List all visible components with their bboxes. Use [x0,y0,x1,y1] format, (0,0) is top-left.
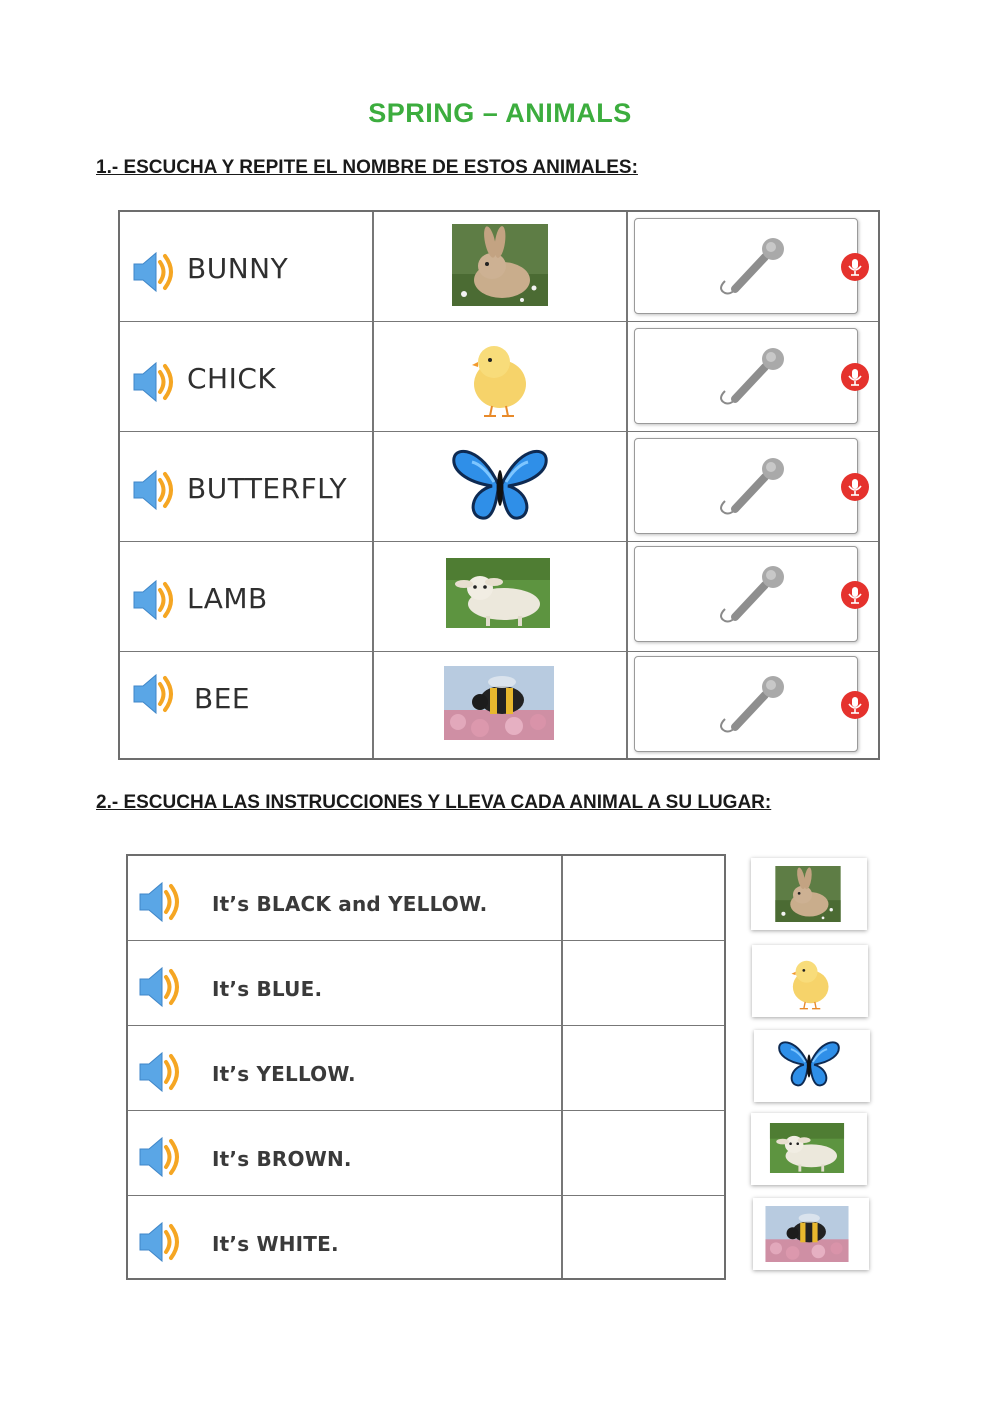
recording-box[interactable] [634,218,858,314]
chick-image [786,953,834,1011]
microphone-icon [713,455,793,519]
bee-image [444,666,554,740]
speaker-icon[interactable] [136,878,182,926]
recording-box[interactable] [634,328,858,424]
animal-word: LAMB [187,582,268,615]
animal-word: BUNNY [187,252,289,285]
clue-sentence: It’s BLUE. [212,977,323,1001]
drop-zone[interactable] [564,856,724,940]
bee-image [765,1206,849,1262]
butterfly-image [778,1040,840,1088]
microphone-icon [713,563,793,627]
table-row [128,1026,724,1111]
speaker-icon[interactable] [130,248,176,296]
record-button-icon[interactable] [840,472,870,502]
butterfly-image [452,448,548,522]
speaker-icon[interactable] [130,358,176,406]
speaker-icon[interactable] [130,576,176,624]
drop-zone[interactable] [564,1196,724,1278]
recording-box[interactable] [634,546,858,642]
lamb-card[interactable] [751,1113,867,1185]
butterfly-card[interactable] [754,1030,870,1102]
table-row [128,1111,724,1196]
drop-zone[interactable] [564,1111,724,1195]
record-button-icon[interactable] [840,690,870,720]
animal-word: CHICK [187,362,277,395]
section1-heading: 1.- ESCUCHA Y REPITE EL NOMBRE DE ESTOS ANIMALES: [96,157,638,178]
table-row [120,432,878,542]
speaker-icon[interactable] [130,670,176,718]
table-row [120,542,878,652]
microphone-icon [713,345,793,409]
matching-table [126,854,726,1280]
microphone-icon [713,673,793,737]
record-button-icon[interactable] [840,362,870,392]
speaker-icon[interactable] [136,1218,182,1266]
chick-image [464,336,534,418]
clue-sentence: It’s BROWN. [212,1147,352,1171]
drop-zone[interactable] [564,941,724,1025]
drop-zone[interactable] [564,1026,724,1110]
table-row [120,212,878,322]
table-row [128,856,724,941]
lamb-image [769,1123,845,1173]
pronunciation-table [118,210,880,760]
recording-box[interactable] [634,438,858,534]
record-button-icon[interactable] [840,580,870,610]
section2-heading: 2.- ESCUCHA LAS INSTRUCCIONES Y LLEVA CADA ANIMAL A SU LUGAR: [96,792,772,813]
table-row [128,1196,724,1281]
table-row [120,652,878,762]
page-title: SPRING – ANIMALS [368,98,632,128]
speaker-icon[interactable] [130,466,176,514]
bee-card[interactable] [753,1198,869,1270]
lamb-image [446,558,550,628]
chick-card[interactable] [752,945,868,1017]
bunny-card[interactable] [751,858,867,930]
bunny-image [775,866,841,922]
microphone-icon [713,235,793,299]
record-button-icon[interactable] [840,252,870,282]
animal-word: BUTTERFLY [187,472,348,505]
clue-sentence: It’s YELLOW. [212,1062,356,1086]
speaker-icon[interactable] [136,1048,182,1096]
animal-word: BEE [194,682,251,715]
recording-box[interactable] [634,656,858,752]
clue-sentence: It’s BLACK and YELLOW. [212,892,488,916]
table-row [128,941,724,1026]
bunny-image [452,224,548,306]
table-row [120,322,878,432]
clue-sentence: It’s WHITE. [212,1232,339,1256]
speaker-icon[interactable] [136,1133,182,1181]
speaker-icon[interactable] [136,963,182,1011]
